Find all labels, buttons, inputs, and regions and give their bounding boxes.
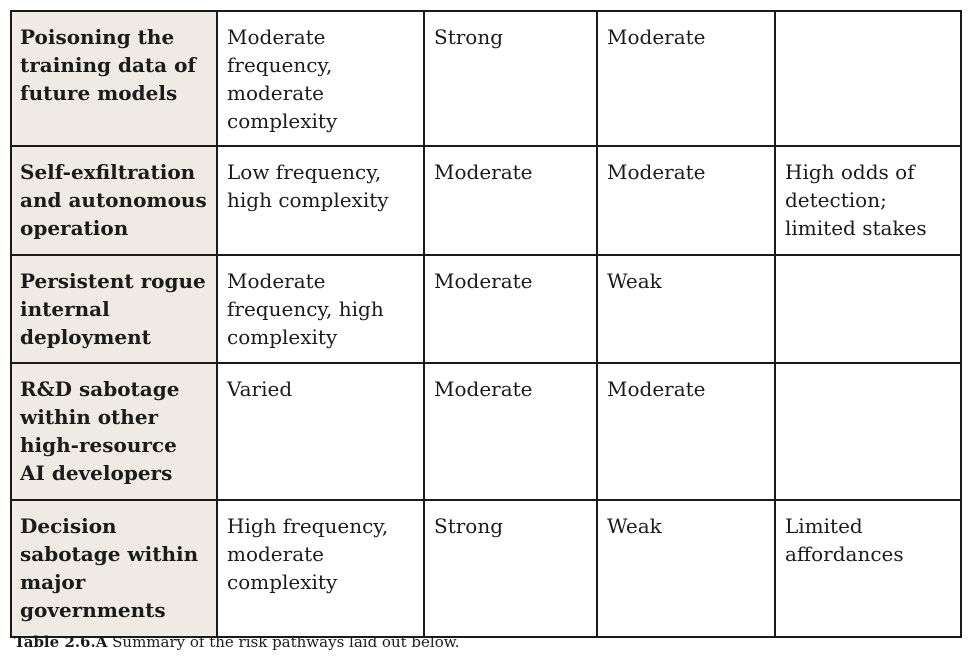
- pathway-name: Decision sabotage within major governments: [11, 500, 217, 637]
- table-cell: Limited affordances: [775, 500, 961, 637]
- risk-pathways-table: [10, 10, 962, 638]
- table-cell: Moderate frequency, moderate complexity: [217, 11, 424, 146]
- table-cell: Moderate: [597, 146, 775, 255]
- table-cell: Moderate frequency, high complexity: [217, 255, 424, 363]
- table-cell: High odds of detection; limited stakes: [775, 146, 961, 255]
- table-cell: Varied: [217, 363, 424, 500]
- table-cell: Moderate: [424, 146, 597, 255]
- table-row: [11, 255, 961, 363]
- table-cell: [775, 363, 961, 500]
- table-cell: Strong: [424, 500, 597, 637]
- table-cell: High frequency, moderate complexity: [217, 500, 424, 637]
- table-cell: [775, 255, 961, 363]
- table-cell: Weak: [597, 255, 775, 363]
- table-cell: [775, 11, 961, 146]
- table-cell: Moderate: [597, 363, 775, 500]
- pathway-name: Persistent rogue internal deployment: [11, 255, 217, 363]
- pathway-name: Poisoning the training data of future models: [11, 11, 217, 146]
- table-row: [11, 500, 961, 637]
- pathway-name: Self-exfiltration and autonomous operation: [11, 146, 217, 255]
- table-row: [11, 11, 961, 146]
- table-row: [11, 363, 961, 500]
- pathway-name: R&D sabotage within other high-resource AI developers: [11, 363, 217, 500]
- table-cell: Moderate: [597, 11, 775, 146]
- table-cell: Weak: [597, 500, 775, 637]
- caption-text: Summary of the risk pathways laid out below.: [107, 633, 460, 651]
- table-cell: Strong: [424, 11, 597, 146]
- risk-pathways-table-container: [10, 10, 960, 638]
- table-cell: Moderate: [424, 363, 597, 500]
- caption-label: Table 2.6.A: [14, 633, 108, 651]
- table-cell: Moderate: [424, 255, 597, 363]
- table-caption: [14, 632, 460, 652]
- table-row: [11, 146, 961, 255]
- table-cell: Low frequency, high complexity: [217, 146, 424, 255]
